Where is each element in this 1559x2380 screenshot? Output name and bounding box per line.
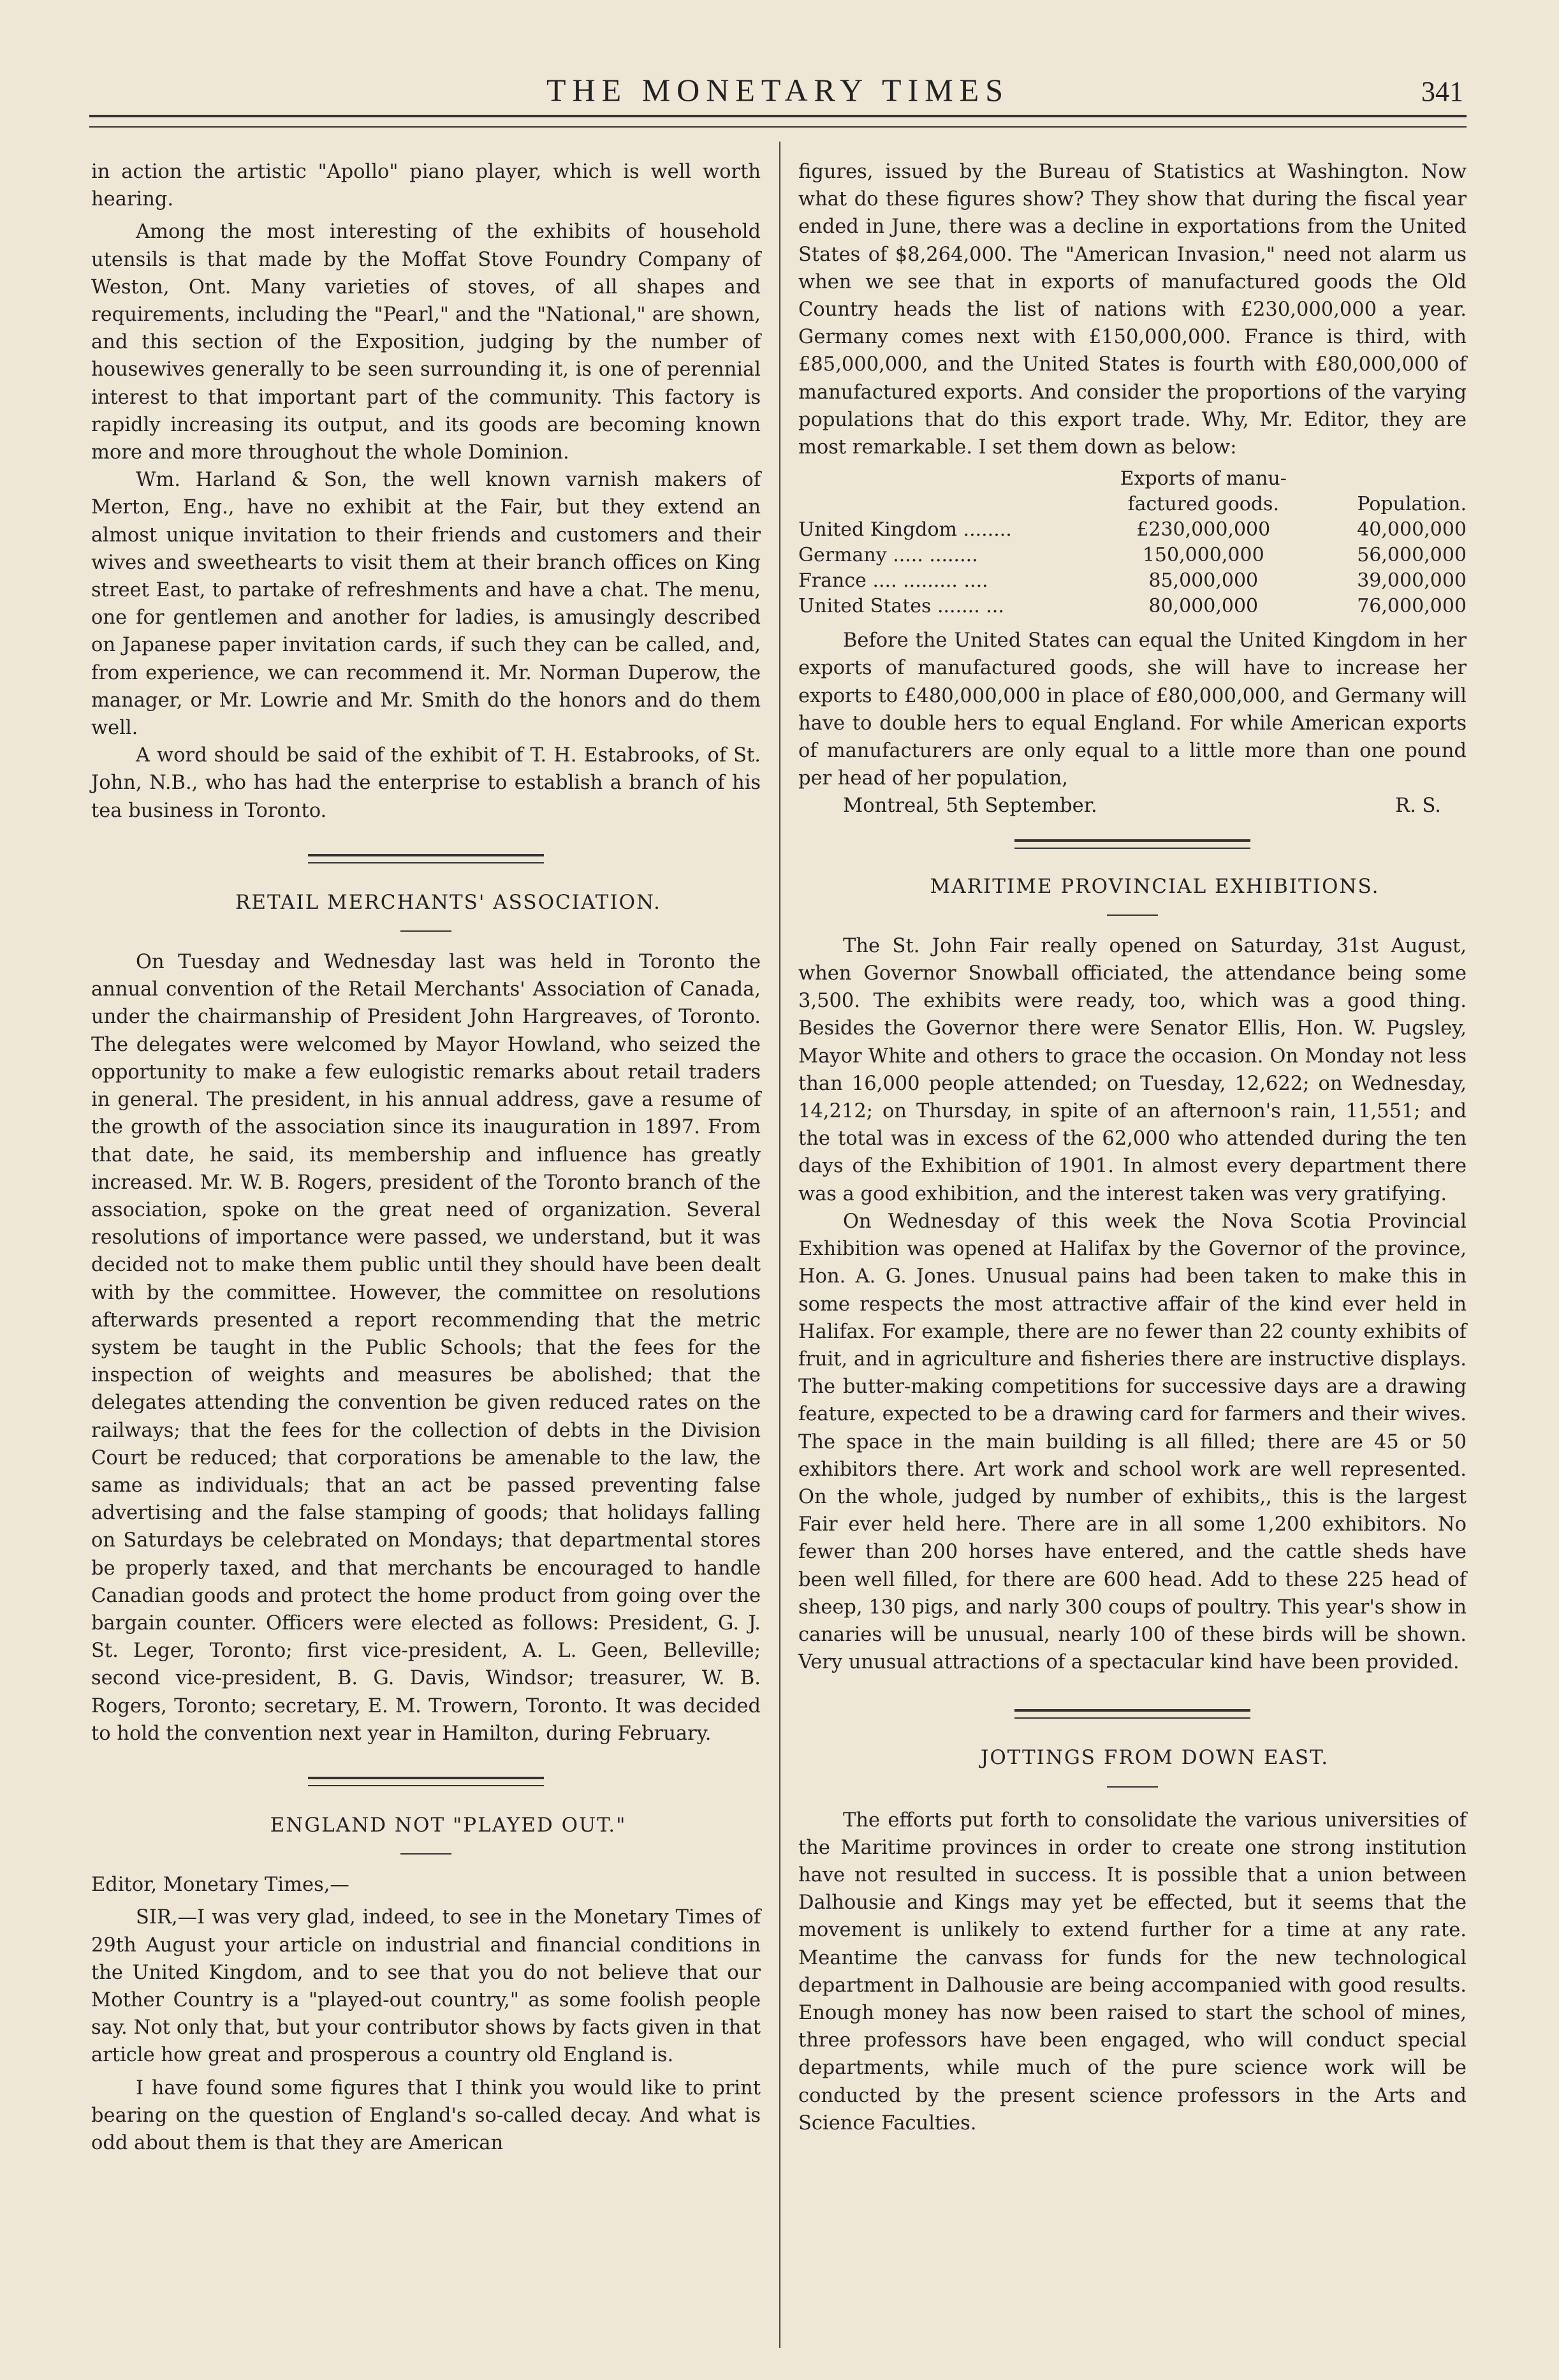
signoff — [798, 792, 1467, 819]
section-heading-jottings: JOTTINGS FROM DOWN EAST. — [980, 1746, 1329, 1770]
right-column — [798, 158, 1467, 2137]
section-separator — [308, 1777, 544, 1786]
paragraph: On Tuesday and Wednesday last was held in Toronto the annual convention of the Retail Merchants' Association of Canada, under the chairmanship of President John Hargreaves, of Toronto. The delegates were welcomed by Mayor Howland, who seized the opportunity to make a few eulogistic remarks about retail traders in general. The president, in his annual address, gave a resume of the growth of the association since its inauguration in 1897. From that date, he said, its membership and influence has greatly increased. Mr. W. B. Rogers, president of the Toronto branch of the association, spoke on the great need of organization. Several resolutions of importance were passed, we understand, but it was decided not to make them public until they should have been dealt with by the committee. However, the committee on resolutions afterwards presented a report recommending that the metric system be taught in the Public Schools; that the fees for the inspection of weights and measures be abolished; that the delegates attending the convention be given reduced rates on the railways; that the fees for the collection of debts in the Division Court be reduced; that corporations be amenable to the law, the same as individuals; that an act be passed preventing false advertising and the false stamping of goods; that holidays falling on Saturdays be celebrated on Mondays; that departmental stores be properly taxed, and that merchants be encouraged to handle Canadian goods and protect the home product from going over the bargain counter. Officers were elected as follows: President, G. J. St. Leger, Toronto; first vice-president, A. L. Geen, Belleville; second vice-president, B. G. Davis, Windsor; treasurer, W. B. Rogers, Toronto; secretary, E. M. Trowern, Toronto. It was decided to hold the convention next year in Hamilton, during February. — [91, 951, 761, 1745]
heading-rule — [1107, 915, 1158, 916]
table-cell-exports: 80,000,000 — [1148, 595, 1259, 618]
paragraph: figures, issued by the Bureau of Statistics at Washington. Now what do these figures show? They show that during the fiscal year ended in June, there was a decline in exportations from the United States of $8,264,000. The "American Invasion," need not alarm us when we see that in exports of manufactured goods the Old Country heads the list of nations with £230,000,000 a year. Germany comes next with £150,000,000. France is third, with £85,000,000, and the United States is fourth with £80,000,000 of manufactured exports. And consider the proportions of the varying populations that do this export trade. Why, Mr. Editor, they are most remarkable. I set them down as below: — [798, 161, 1467, 459]
table-row — [798, 543, 1467, 568]
table-header-population: Population. — [1357, 493, 1467, 516]
section-heading-retail: RETAIL MERCHANTS' ASSOCIATION. — [235, 890, 661, 914]
paragraph: Among the most interesting of the exhibits of household utensils is that made by the Moffat Stove Foundry Company of Weston, Ont. Many varieties of stoves, of all shapes and requirements, including the "Pearl," and the "National," are shown, and this section of the Exposition, judging by the number of housewives generally to be seen surrounding it, is one of perennial interest to that important part of the community. This factory is rapidly increasing its output, and its goods are becoming known more and more throughout the whole Dominion. — [91, 221, 761, 464]
masthead-rule — [89, 115, 1467, 128]
page-number: 341 — [1421, 76, 1463, 107]
paragraph: A word should be said of the exhibit of T. H. Estabrooks, of St. John, N.B., who has had the enterprise to establish a branch of his tea business in Toronto. — [91, 744, 761, 822]
heading-rule — [400, 930, 451, 932]
masthead-title: THE MONETARY TIMES — [546, 72, 1009, 108]
section-heading-england: ENGLAND NOT "PLAYED OUT." — [270, 1813, 627, 1837]
table-header-exports: factured goods. — [1127, 493, 1279, 516]
paragraph: Before the United States can equal the United Kingdom in her exports of manufactured goods, she will have to increase her exports to £480,000,000 in place of £80,000,000, and Germany will have to double hers to equal England. For while American exports of manufacturers are only equal to a little more than one pound per head of her population, — [798, 629, 1467, 790]
section-separator — [1014, 839, 1250, 849]
table-row — [798, 517, 1467, 543]
table-cell-country: France .... ......... .... — [798, 569, 988, 592]
table-cell-population: 56,000,000 — [1357, 544, 1467, 567]
table-row — [798, 594, 1467, 619]
paragraph: SIR,—I was very glad, indeed, to see in the Monetary Times of 29th August your article on industrial and financial conditions in the United Kingdom, and to see that you do not believe that our Mother Country is a "played-out country," as some foolish people say. Not only that, but your contributor shows by facts given in that article how great and prosperous a country old England is. — [91, 1906, 761, 2067]
table-cell-exports: 85,000,000 — [1148, 569, 1259, 592]
table-row — [798, 568, 1467, 594]
paragraph: in action the artistic "Apollo" piano player, which is well worth hearing. — [91, 161, 761, 211]
signoff-place: Montreal, 5th September. — [843, 795, 1097, 818]
table-cell-country: Germany ..... ........ — [798, 544, 978, 567]
left-column — [91, 158, 761, 2157]
section-heading-maritime: MARITIME PROVINCIAL EXHIBITIONS. — [930, 874, 1380, 898]
paragraph: The efforts put forth to consolidate the various universities of the Maritime provinces in order to create one strong institution have not resulted in success. It is possible that a union between Dalhousie and Kings may yet be effected, but it seems that the movement is unlikely to extend further for a time at any rate. Meantime the canvass for funds for the new technological department in Dalhousie are being accompanied with good results. Enough money has now been raised to start the school of mines, three professors have been engaged, who will conduct special departments, while much of the pure science work will be conducted by the present science professors in the Arts and Science Faculties. — [798, 1809, 1467, 2134]
exports-table — [798, 466, 1467, 619]
signoff-name: R. S. — [1395, 795, 1441, 818]
paragraph: The St. John Fair really opened on Saturday, 31st August, when Governor Snowball officiated, the attendance being some 3,500. The exhibits were ready, too, which was a good thing. Besides the Governor there were Senator Ellis, Hon. W. Pugsley, Mayor White and others to grace the occasion. On Monday not less than 16,000 people attended; on Tuesday, 12,622; on Wednesday, 14,212; on Thursday, in spite of an afternoon's rain, 11,551; and the total was in excess of the 62,000 who attended during the ten days of the Exhibition of 1901. In almost every department there was a good exhibition, and the interest taken was very gratifying. — [798, 934, 1467, 1205]
table-cell-population: 40,000,000 — [1357, 518, 1467, 541]
table-cell-country: United States ....... ... — [798, 595, 1004, 618]
table-cell-exports: £230,000,000 — [1136, 518, 1271, 541]
paragraph: Wm. Harland & Son, the well known varnish makers of Merton, Eng., have no exhibit at the Fair, but they extend an almost unique invitation to their friends and customers and their wives and sweethearts to visit them at their branch offices on King street East, to partake of refreshments and have a chat. The menu, one for gentlemen and another for ladies, is amusingly described on Japanese paper invitation cards, if such they can be called, and, from experience, we can recommend it. Mr. Norman Duperow, the manager, or Mr. Lowrie and Mr. Smith do the honors and do them well. — [91, 469, 761, 740]
table-cell-country: United Kingdom ........ — [798, 518, 1012, 541]
table-cell-population: 39,000,000 — [1357, 569, 1467, 592]
paragraph: I have found some figures that I think you would like to print bearing on the question of England's so-called decay. And what is odd about them is that they are American — [91, 2076, 761, 2154]
paragraph: On Wednesday of this week the Nova Scotia Provincial Exhibition was opened at Halifax by the Governor of the province, Hon. A. G. Jones. Unusual pains had been taken to make this in some respects the most attractive affair of the kind ever held in Halifax. For example, there are no fewer than 22 county exhibits of fruit, and in agriculture and fisheries there are instructive displays. The butter-making competitions for successive days are a drawing feature, expected to be a drawing card for farmers and their wives. The space in the main building is all filled; there are 45 or 50 exhibitors there. Art work and school work are well represented. On the whole, judged by number of exhibits,, this is the largest Fair ever held here. There are in all some 1,200 exhibitors. No fewer than 200 horses have entered, and the cattle sheds have been well filled, for there are 600 head. Add to these 225 head of sheep, 130 pigs, and narly 300 coups of poultry. This year's show in canaries will be unusual, nearly 100 of these birds will be shown. Very unusual attractions of a spectacular kind have been provided. — [798, 1210, 1467, 1674]
table-cell-exports: 150,000,000 — [1142, 544, 1264, 567]
heading-rule — [1107, 1786, 1158, 1788]
editor-salutation: Editor, Monetary Times,— — [91, 1874, 349, 1897]
heading-rule — [400, 1853, 451, 1855]
section-separator — [1014, 1709, 1250, 1719]
column-divider — [779, 142, 780, 2348]
section-separator — [308, 854, 544, 863]
table-cell-population: 76,000,000 — [1357, 595, 1467, 618]
table-header-exports: Exports of manu- — [1120, 467, 1287, 490]
